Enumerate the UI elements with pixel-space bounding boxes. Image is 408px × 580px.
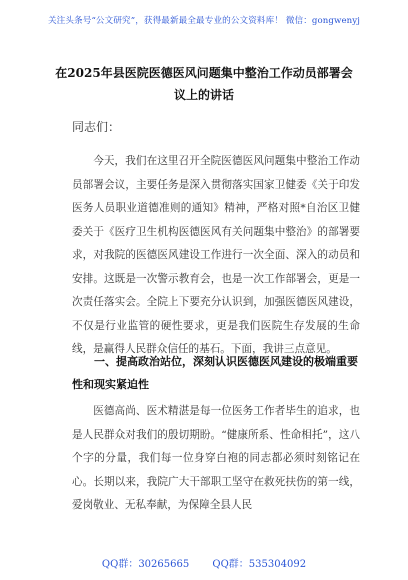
qq-group-2: QQ群：535304092 <box>212 559 307 570</box>
body-paragraph-2: 医德高尚、医术精湛是每一位医务工作者毕生的追求，也是人民群众对我们的殷切期盼。“健康所系、性命相托”，这八个字的分量，我们每一位身穿白袍的同志都必须时刻铭记在心。长期以来，我院广大干部职工坚守在救死扶伤的第一线，爱岗敬业、无私奉献，为保障全县人民 <box>72 405 360 511</box>
qq-group-1: QQ群：30265665 <box>101 559 190 570</box>
body-paragraph-1: 今天，我们在这里召开全院医德医风问题集中整治工作动员部署会议，主要任务是深入贯彻落实国家卫健委《关于印发医务人员职业道德准则的通知》精神，严格对照*自治区卫健委关于《医疗卫生机构医德医风有关问题集中整治》的部署要求，对我院的医德医风建设工作进行一次全面、深入的动员和安排。这既是一次警示教育会，也是一次工作部署会，更是一次责任落实会。全院上下要充分认识到，加强医德医风建设，不仅是行业监管的硬性要求，更是我们医院生存发展的生命线，是赢得人民群众信任的基石。下面，我讲三点意见。 <box>72 155 360 355</box>
section-heading-1: 一、提高政治站位，深刻认识医德医风建设的极端重要性和现实紧迫性 <box>72 355 358 391</box>
document-title: 在2025年县医院医德医风问题集中整治工作动员部署会议上的讲话 <box>55 66 353 102</box>
top-banner: 关注头条号“公文研究”，获得最新最全最专业的公文资料库！ 微信：gongwenyj <box>47 16 361 26</box>
salutation: 同志们： <box>72 120 121 134</box>
bottom-banner <box>0 555 408 570</box>
